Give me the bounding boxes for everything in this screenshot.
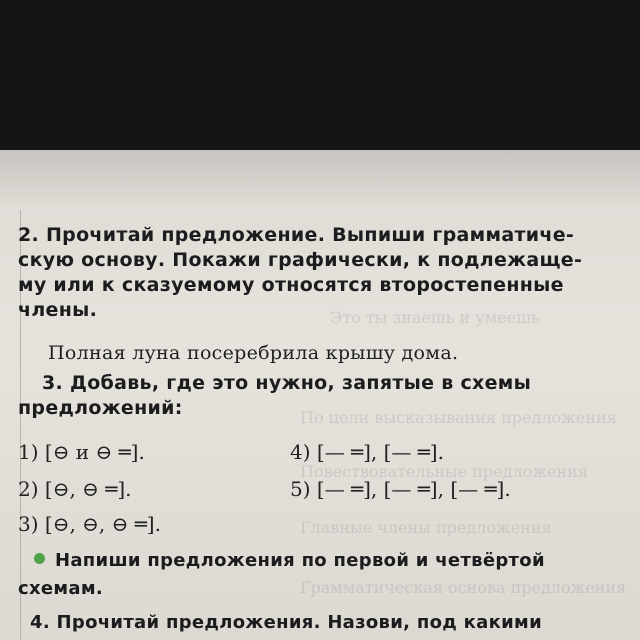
- bleed-through-text: Это ты знаешь и умеешь: [330, 308, 540, 327]
- scheme-2: 2) [⊖, ⊖ ═].: [18, 477, 132, 501]
- page-shadow: [0, 150, 640, 210]
- bleed-through-text: По цели высказывания предложения: [300, 408, 617, 427]
- bleed-through-text: Повествовательные предложения: [300, 462, 588, 481]
- bleed-through-text: Главные члены предложения: [300, 518, 552, 537]
- task2-line1: 2. Прочитай предложение. Выпиши грамматиче-: [18, 224, 575, 246]
- task2-line4: члены.: [18, 299, 98, 321]
- scheme-4: 4) [— ═], [— ═].: [290, 440, 444, 464]
- scheme-1: 1) [⊖ и ⊖ ═].: [18, 440, 145, 464]
- task3-instruction-line1: Напиши предложения по первой и четвёртой: [34, 550, 545, 571]
- task3-line2: предложений:: [18, 397, 183, 419]
- scheme-3: 3) [⊖, ⊖, ⊖ ═].: [18, 512, 161, 536]
- task2-line2: скую основу. Покажи графически, к подлежаще-: [18, 249, 583, 271]
- task3-line1: 3. Добавь, где это нужно, запятые в схемы: [42, 372, 532, 394]
- task2-line3: му или к сказуемому относятся второстепенные: [18, 274, 564, 296]
- task4-partial: 4. Прочитай предложения. Назови, под какими: [30, 612, 542, 633]
- textbook-page: [0, 150, 640, 640]
- bleed-through-text: Грамматическая основа предложения: [300, 578, 627, 597]
- task2-sentence: Полная луна посеребрила крышу дома.: [48, 342, 459, 364]
- scheme-5: 5) [— ═], [— ═], [— ═].: [290, 477, 511, 501]
- green-bullet-icon: [34, 553, 45, 564]
- task3-instruction-line2: схемам.: [18, 578, 103, 599]
